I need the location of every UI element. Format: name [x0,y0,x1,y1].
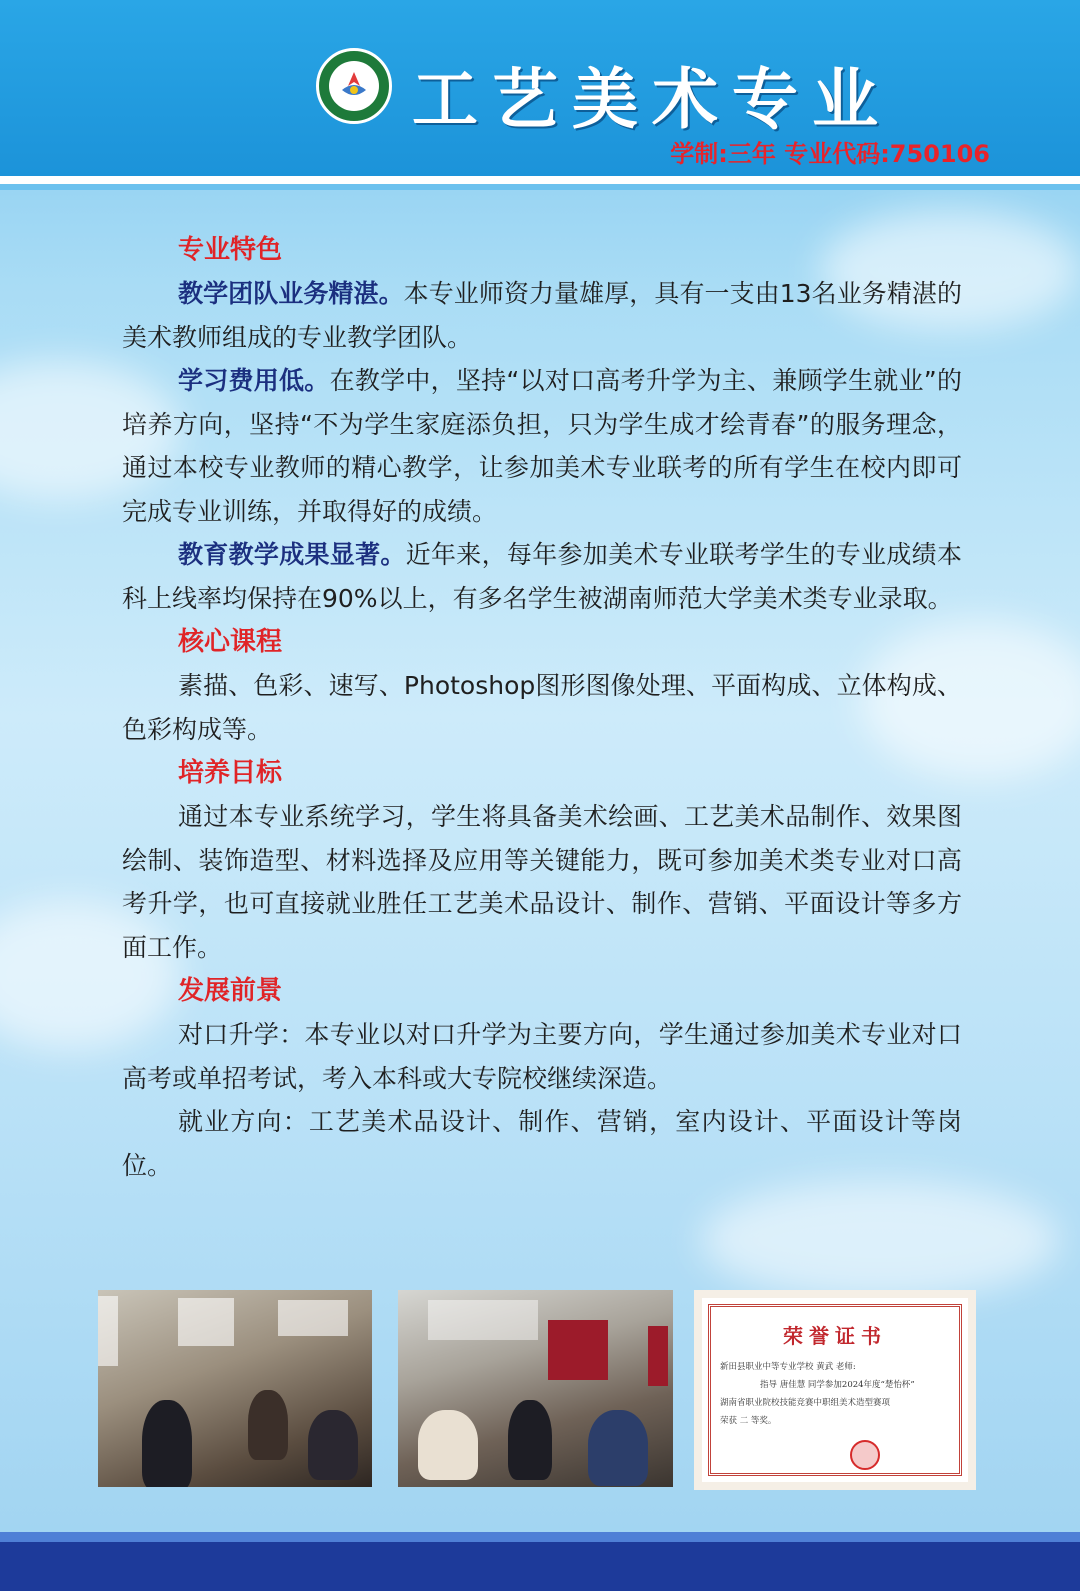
student-figure [508,1400,552,1480]
paragraph-text: 本专业师资力量雄厚，具有一支由13名业务精湛的美术教师组成的专业教学团队。 [122,279,962,352]
student-figure [308,1410,358,1480]
window-shape [428,1300,538,1340]
section-title-features: 专业特色 [178,235,283,265]
prospects-paragraph [122,1013,962,1100]
section-title-objectives: 培养目标 [178,758,283,788]
header-divider [0,184,1080,190]
program-meta: 学制:三年 专业代码:750106 [670,140,990,168]
feature-paragraph [122,359,962,533]
classroom-photo [398,1290,673,1487]
footer-bar [0,1542,1080,1591]
section-title-core-courses: 核心课程 [178,627,283,657]
paragraph-lead: 教学团队业务精湛。 [178,279,404,308]
school-logo-icon [316,48,392,124]
student-figure [142,1400,192,1487]
cloud-decoration [700,1180,1060,1300]
header-banner [0,0,1080,176]
student-figure [588,1410,648,1486]
paragraph-text: 就业方向：工艺美术品设计、制作、营销，室内设计、平面设计等岗位。 [122,1107,962,1180]
honor-certificate [694,1290,976,1490]
official-seal-icon [850,1440,880,1470]
footer-stripe [0,1532,1080,1542]
curtain-shape [548,1320,608,1380]
student-figure [248,1390,288,1460]
section-title-prospects: 发展前景 [178,976,283,1006]
student-figure [418,1410,478,1480]
paragraph-lead: 教育教学成果显著。 [178,540,406,569]
feature-paragraph [122,533,962,620]
prospects-paragraph [122,1100,962,1187]
certificate-line: 湖南省职业院校技能竞赛中职组美术造型赛项 [720,1398,891,1408]
curtain-shape [648,1326,668,1386]
certificate-line: 指导 唐佳慧 同学参加2024年度“楚怡杯” [760,1380,915,1390]
window-shape [178,1298,234,1346]
paragraph-lead: 学习费用低。 [178,366,330,395]
classroom-photo [98,1290,372,1487]
window-shape [98,1296,118,1366]
certificate-title: 荣誉证书 [783,1324,887,1348]
page-title: 工艺美术专业 [412,60,892,138]
paragraph-text: 在教学中，坚持“以对口高考升学为主、兼顾学生就业”的培养方向，坚持“不为学生家庭添负担，只为学生成才绘青春”的服务理念，通过本校专业教师的精心教学，让参加美术专业联考的所有学生在校内即可完成专业训练，并取得好的成绩。 [122,366,962,526]
paragraph-text: 近年来，每年参加美术专业联考学生的专业成绩本科上线率均保持在90%以上，有多名学生被湖南师范大学美术类专业录取。 [122,540,962,613]
certificate-line: 荣获 二 等奖。 [720,1416,777,1426]
header-divider [0,176,1080,184]
photo-strip [98,1290,988,1490]
feature-paragraph [122,272,962,359]
paragraph-text: 通过本专业系统学习，学生将具备美术绘画、工艺美术品制作、效果图绘制、装饰造型、材料选择及应用等关键能力，既可参加美术类专业对口高考升学，也可直接就业胜任工艺美术品设计、制作、营销、平面设计等多方面工作。 [122,802,962,962]
window-shape [278,1300,348,1336]
paragraph-text: 素描、色彩、速写、Photoshop图形图像处理、平面构成、立体构成、色彩构成等。 [122,671,962,744]
paragraph-text: 对口升学：本专业以对口升学为主要方向，学生通过参加美术专业对口高考或单招考试，考入本科或大专院校继续深造。 [122,1020,962,1093]
content-body [122,228,962,1187]
objectives-paragraph [122,795,962,969]
courses-paragraph [122,664,962,751]
certificate-line: 新田县职业中等专业学校 黄武 老师: [720,1362,856,1372]
